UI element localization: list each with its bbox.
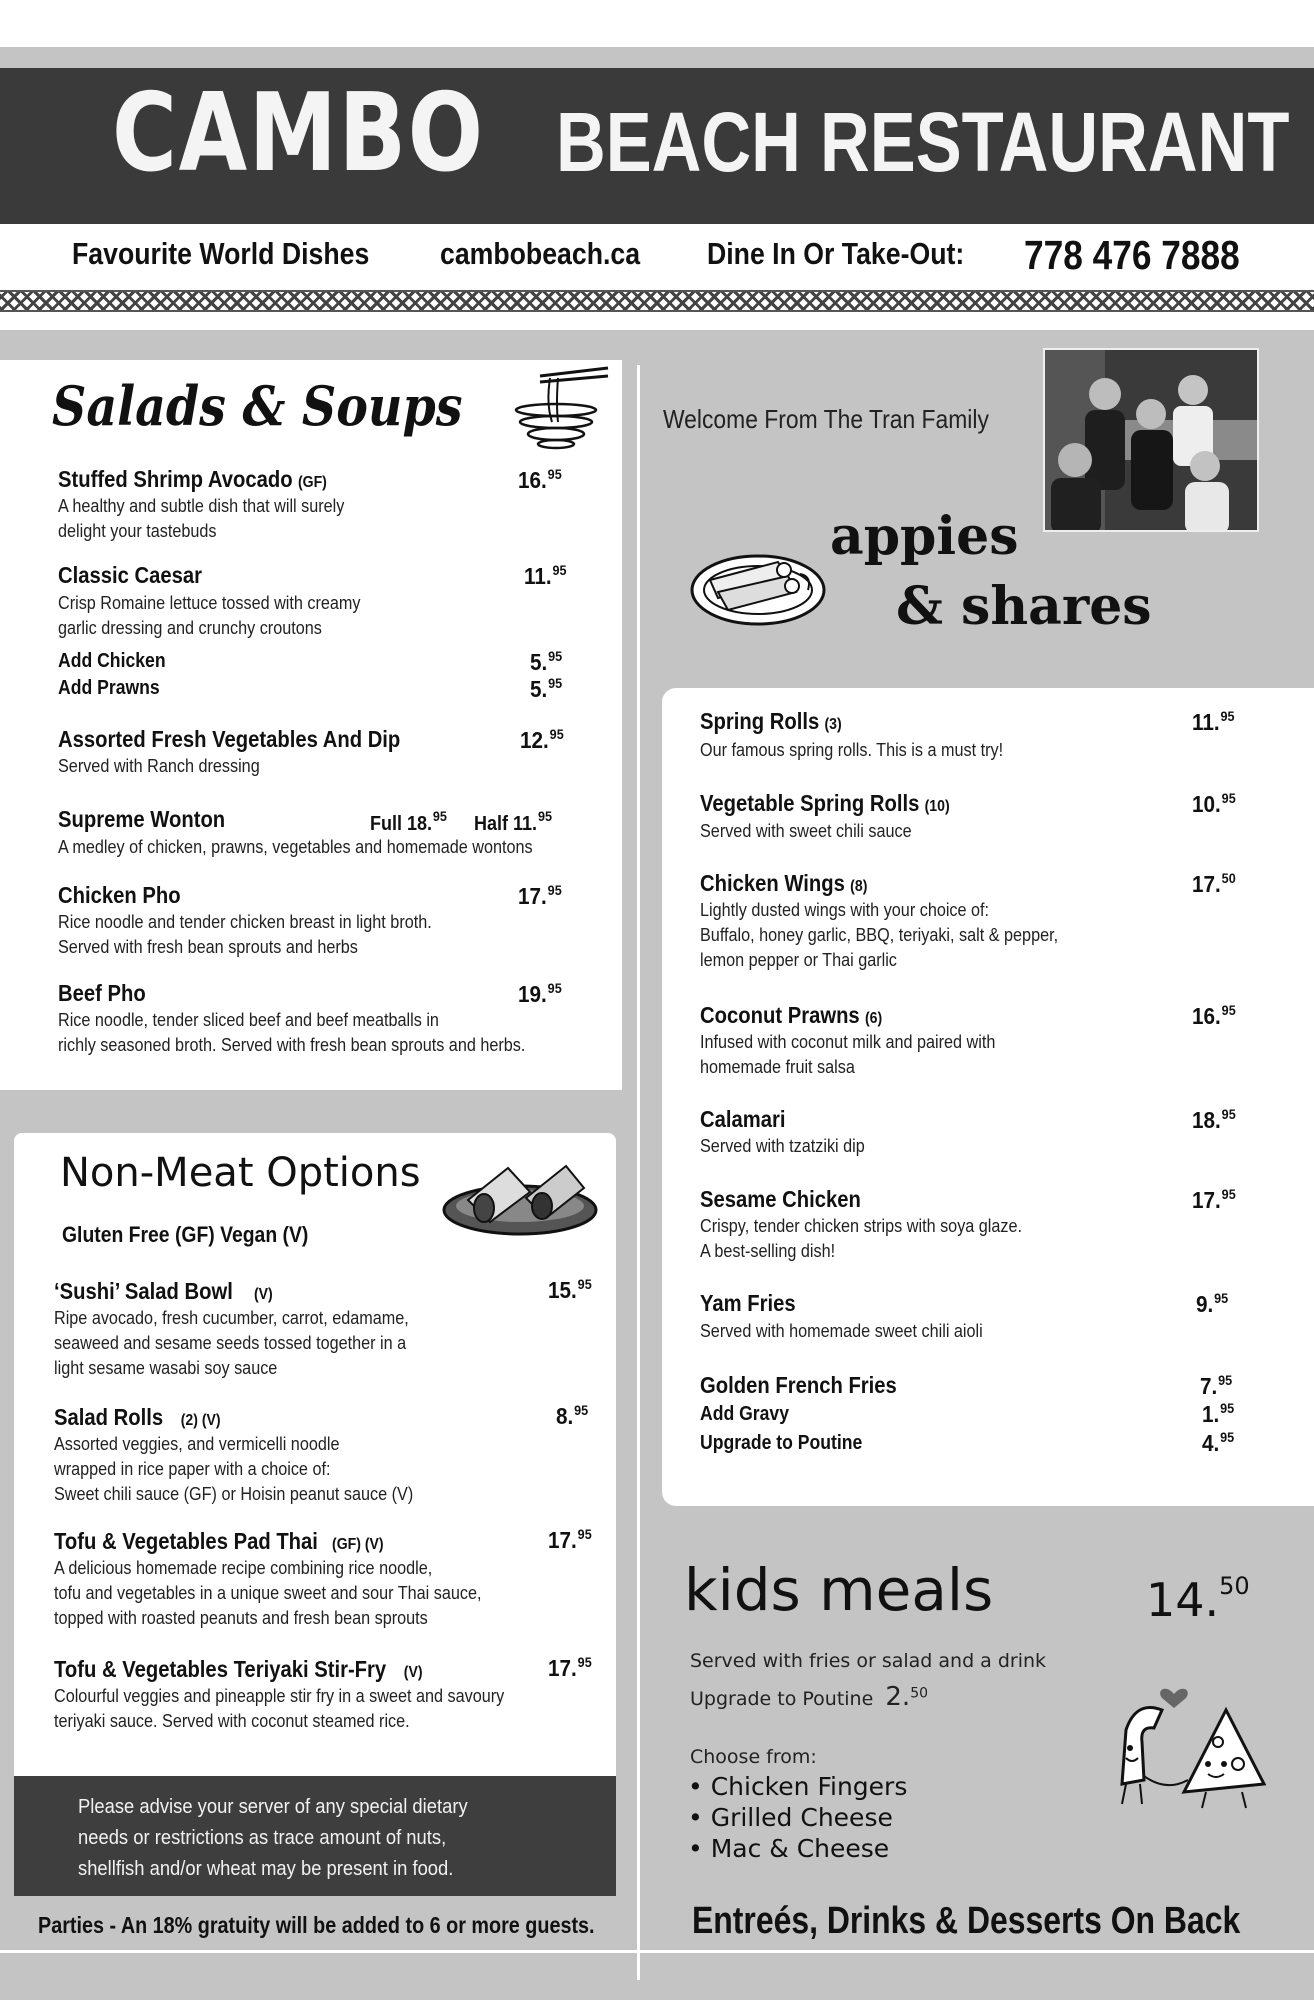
menu-item-price: 17.50 <box>1192 870 1236 897</box>
kids-option: • Mac & Cheese <box>688 1834 890 1863</box>
menu-item-price: 10.95 <box>1192 790 1236 817</box>
menu-item-name: Yam Fries <box>700 1290 796 1316</box>
menu-item-price: 18.95 <box>1192 1106 1236 1133</box>
addon-name: Add Chicken <box>58 650 166 672</box>
kids-choose-from: Choose from: <box>690 1746 817 1768</box>
menu-item-name: Spring Rolls (3) <box>700 708 842 734</box>
menu-item-price: 7.95 <box>1200 1372 1233 1399</box>
menu-item-price: 19.95 <box>518 980 562 1007</box>
phone-number[interactable]: 778 476 7888 <box>1024 232 1240 278</box>
menu-item-price: 17.95 <box>518 882 562 909</box>
menu-item-description: Rice noodle, tender sliced beef and beef meatballs in richly seasoned broth. Served with fresh bean sprouts and herbs. <box>58 1010 526 1055</box>
menu-item-price: 17.95 <box>548 1526 592 1553</box>
menu-item-name: Vegetable Spring Rolls (10) <box>700 790 950 816</box>
kids-served-with: Served with fries or salad and a drink <box>690 1650 1047 1672</box>
menu-item-price: 12.95 <box>520 726 564 753</box>
menu-item-description: Served with Ranch dressing <box>58 756 260 776</box>
logo-cambo: CAMBO <box>112 71 485 196</box>
menu-item-price: 16.95 <box>518 466 562 493</box>
macaroni-cheese-icon <box>1096 1680 1276 1820</box>
menu-item-description: Ripe avocado, fresh cucumber, carrot, edamame, seaweed and sesame seeds tossed together in a light sesame wasabi soy sauce <box>54 1308 409 1378</box>
menu-item-name: Chicken Wings (8) <box>700 870 868 896</box>
menu-item-description: Colourful veggies and pineapple stir fry in a sweet and savoury teriyaki sauce. Served with coconut steamed rice. <box>54 1686 505 1731</box>
menu-item-description: Crisp Romaine lettuce tossed with creamy garlic dressing and crunchy croutons <box>58 593 361 638</box>
restaurant-name: BEACH RESTAURANT <box>556 95 1290 189</box>
kids-title: kids meals <box>684 1556 994 1624</box>
back-page-notice: Entreés, Drinks & Desserts On Back <box>692 1900 1241 1942</box>
menu-item-name: Beef Pho <box>58 980 146 1006</box>
menu-item-price: 9.95 <box>1196 1290 1229 1317</box>
appies-title-line1: appies <box>830 506 1019 567</box>
menu-item-name: Salad Rolls (2) (V) <box>54 1404 221 1430</box>
menu-item-name: Stuffed Shrimp Avocado (GF) <box>58 466 327 492</box>
menu-item-description: Our famous spring rolls. This is a must try! <box>700 740 1004 760</box>
addon-price: 4.95 <box>1202 1429 1235 1456</box>
menu-item-name: Supreme Wonton <box>58 806 226 832</box>
menu-item-description: Infused with coconut milk and paired with homemade fruit salsa <box>700 1032 996 1077</box>
menu-item-description: Lightly dusted wings with your choice of: Buffalo, honey garlic, BBQ, teriyaki, salt & pepper, lemon pepper or Thai garlic <box>700 900 1059 970</box>
kids-price: 14.50 <box>1146 1572 1250 1627</box>
dietary-notice-text: Please advise your server of any special dietary needs or restrictions as trace amount of nuts, shellfish and/or wheat may be present in food. <box>78 1796 468 1880</box>
addon-price: 1.95 <box>1202 1400 1235 1427</box>
menu-item-name: Calamari <box>700 1106 786 1132</box>
menu-item-name: Golden French Fries <box>700 1372 897 1398</box>
addon-name: Upgrade to Poutine <box>700 1432 863 1454</box>
menu-item-description: Crispy, tender chicken strips with soya glaze. A best-selling dish! <box>700 1216 1023 1261</box>
addon-name: Add Prawns <box>58 677 160 699</box>
kids-option: • Chicken Fingers <box>688 1772 908 1801</box>
burrito-plate-icon <box>438 1148 602 1244</box>
salads-title: Salads & Soups <box>52 374 463 438</box>
bottom-rule <box>0 1950 1314 1953</box>
family-photo <box>1043 348 1259 532</box>
menu-item-price: 8.95 <box>556 1402 589 1429</box>
column-divider <box>637 365 640 1980</box>
spring-roll-plate-icon <box>688 540 828 628</box>
menu-item-description: A medley of chicken, prawns, vegetables and homemade wontons <box>58 837 533 857</box>
tagline: Favourite World Dishes <box>72 236 370 271</box>
decorative-border <box>0 290 1314 312</box>
addon-name: Add Gravy <box>700 1403 790 1425</box>
gratuity-notice: Parties - An 18% gratuity will be added to 6 or more guests. <box>38 1912 595 1938</box>
addon-price: 5.95 <box>530 675 563 702</box>
menu-item-price: 17.95 <box>1192 1186 1236 1213</box>
menu-item-description: Served with tzatziki dip <box>700 1136 865 1156</box>
menu-item-description: A healthy and subtle dish that will surely delight your tastebuds <box>58 496 345 541</box>
menu-item-name: Sesame Chicken <box>700 1186 861 1212</box>
menu-item-price: 11.95 <box>524 562 567 589</box>
menu-item-name: Tofu & Vegetables Pad Thai (GF) (V) <box>54 1528 384 1554</box>
menu-item-name: Classic Caesar <box>58 562 203 588</box>
kids-upgrade: Upgrade to Poutine 2.50 <box>690 1682 929 1712</box>
menu-item-name: Coconut Prawns (6) <box>700 1002 883 1028</box>
menu-item-price: 17.95 <box>548 1654 592 1681</box>
menu-item-name: ‘Sushi’ Salad Bowl (V) <box>54 1278 273 1304</box>
menu-item-description: Served with homemade sweet chili aioli <box>700 1321 983 1341</box>
kids-option: • Grilled Cheese <box>688 1803 893 1832</box>
menu-item-price-full: Full 18.95 <box>370 808 447 835</box>
menu-item-name: Chicken Pho <box>58 882 181 908</box>
addon-price: 5.95 <box>530 648 563 675</box>
nonmeat-title: Non-Meat Options <box>60 1150 421 1196</box>
diet-legend: Gluten Free (GF) Vegan (V) <box>62 1222 309 1247</box>
welcome-message: Welcome From The Tran Family <box>663 404 989 434</box>
noodle-bowl-icon <box>500 364 620 450</box>
menu-item-name: Assorted Fresh Vegetables And Dip <box>58 726 401 752</box>
menu-item-description: A delicious homemade recipe combining rice noodle, tofu and vegetables in a unique sweet and sour Thai sauce, topped with roasted peanuts and fresh bean sprouts <box>54 1558 482 1628</box>
menu-item-price: 11.95 <box>1192 708 1235 735</box>
menu-item-price: 15.95 <box>548 1276 592 1303</box>
menu-item-price: 16.95 <box>1192 1002 1236 1029</box>
appies-title-line2: & shares <box>896 576 1152 637</box>
dine-label: Dine In Or Take-Out: <box>707 236 965 271</box>
menu-item-description: Assorted veggies, and vermicelli noodle wrapped in rice paper with a choice of: Sweet chili sauce (GF) or Hoisin peanut sauce (V) <box>54 1434 414 1504</box>
menu-item-price-half: Half 11.95 <box>474 808 552 835</box>
top-margin <box>0 0 1314 47</box>
menu-item-description: Rice noodle and tender chicken breast in light broth. Served with fresh bean sprouts and herbs <box>58 912 432 957</box>
website-link[interactable]: cambobeach.ca <box>440 236 641 271</box>
menu-item-name: Tofu & Vegetables Teriyaki Stir-Fry (V) <box>54 1656 423 1682</box>
menu-item-description: Served with sweet chili sauce <box>700 821 912 841</box>
